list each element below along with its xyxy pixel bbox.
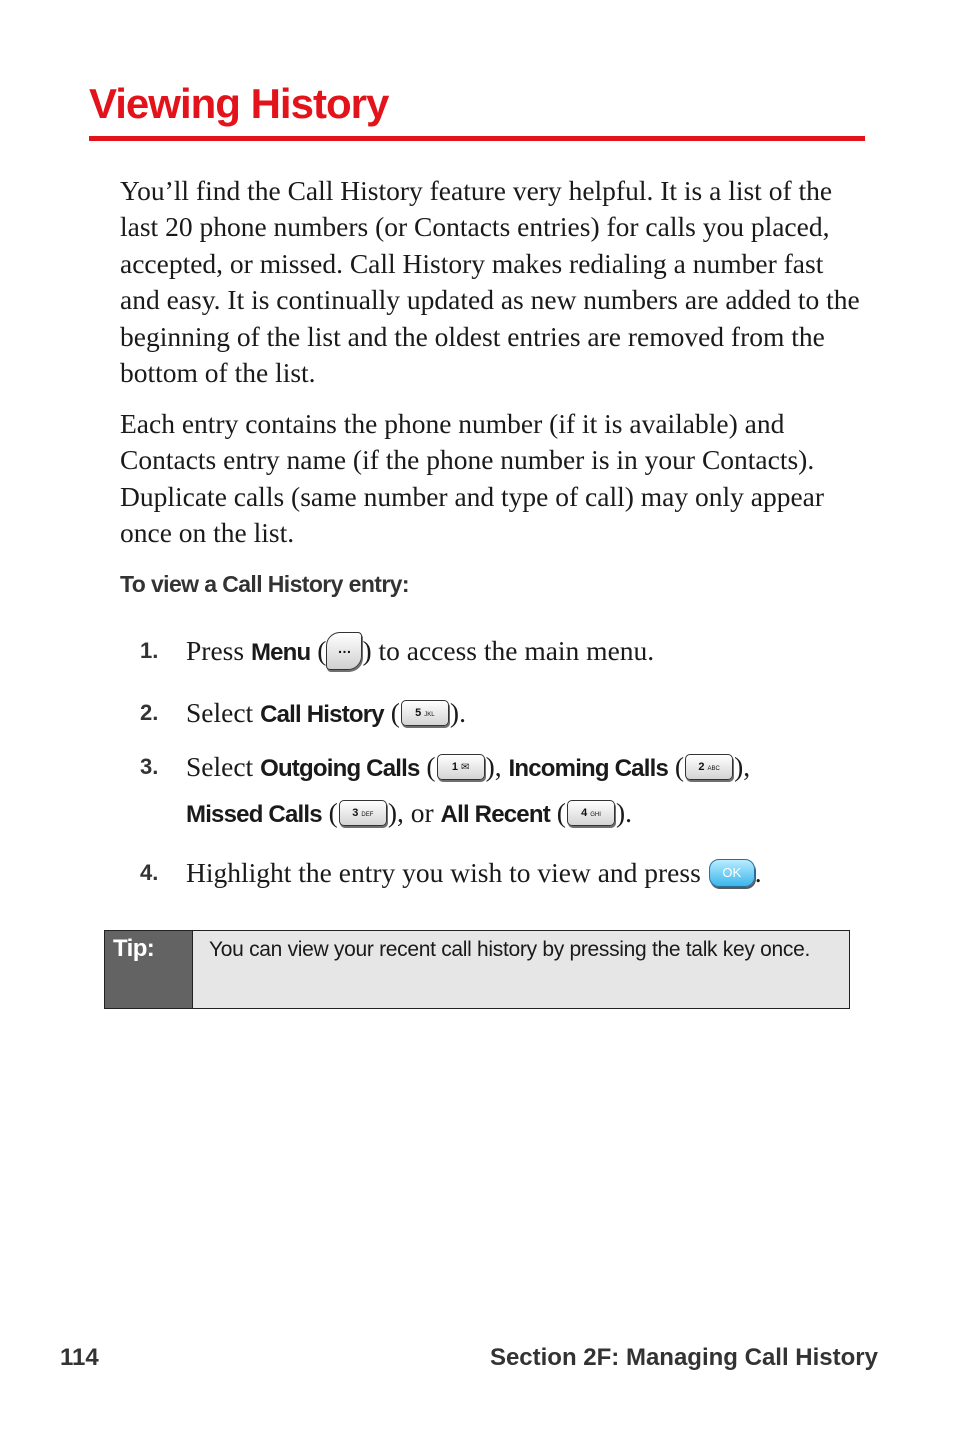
all-recent-label: All Recent — [440, 801, 550, 828]
step-number: 1. — [140, 638, 159, 663]
incoming-calls-label: Incoming Calls — [508, 755, 669, 782]
step-text: Highlight the entry you wish to view and press OK . — [186, 857, 762, 888]
procedure-heading: To view a Call History entry: — [120, 571, 409, 597]
key-1-icon: 1 ✉ — [437, 754, 485, 780]
step-number: 4. — [140, 860, 159, 885]
intro-paragraph: You’ll find the Call History feature very helpful. It is a list of the last 20 phone numbers (or Contacts entries) for calls you placed, accepted, or missed. Call History makes redialing a number fast and easy. It is continually updated as new numbers are added to the beginning of the list and the oldest entries are removed from the bottom of the list. — [120, 175, 860, 389]
section-title: Section 2F: Managing Call History — [489, 1344, 878, 1371]
entry-paragraph: Each entry contains the phone number (if it is available) and Contacts entry name (if the phone number is in your Contacts). Duplicate calls (same number and type of call) may only appear once on the list. — [120, 408, 825, 549]
outgoing-calls-label: Outgoing Calls — [260, 755, 420, 782]
key-2-icon: 2 ABC — [685, 754, 733, 780]
ok-key-icon: OK — [709, 859, 755, 887]
call-history-label: Call History — [260, 701, 384, 728]
page-title: Viewing History — [89, 80, 389, 127]
menu-label: Menu — [250, 639, 311, 666]
step-text: Select Call History ( 5 JKL ). — [186, 697, 466, 728]
step-number: 3. — [140, 754, 159, 779]
tip-box — [104, 930, 850, 1009]
tip-text: You can view your recent call history by pressing the talk key once. — [209, 938, 810, 961]
menu-key-icon: … — [326, 632, 362, 670]
step-text: Press Menu ( … ) to access the main menu. — [186, 628, 654, 676]
step-number: 2. — [140, 700, 159, 725]
step-text: Missed Calls ( 3 DEF ), or All Recent ( 4 GHI ). — [186, 797, 633, 828]
key-4-icon: 4 GHI — [567, 800, 615, 826]
title-rule — [89, 136, 865, 141]
key-5-icon: 5 JKL — [401, 700, 449, 726]
step-text: Select Outgoing Calls ( 1 ✉ ), Incoming Calls ( 2 ABC ), — [186, 751, 751, 782]
tip-label: Tip: — [105, 931, 193, 1008]
missed-calls-label: Missed Calls — [186, 801, 322, 828]
page-number: 114 — [60, 1344, 99, 1371]
key-3-icon: 3 DEF — [339, 800, 387, 826]
